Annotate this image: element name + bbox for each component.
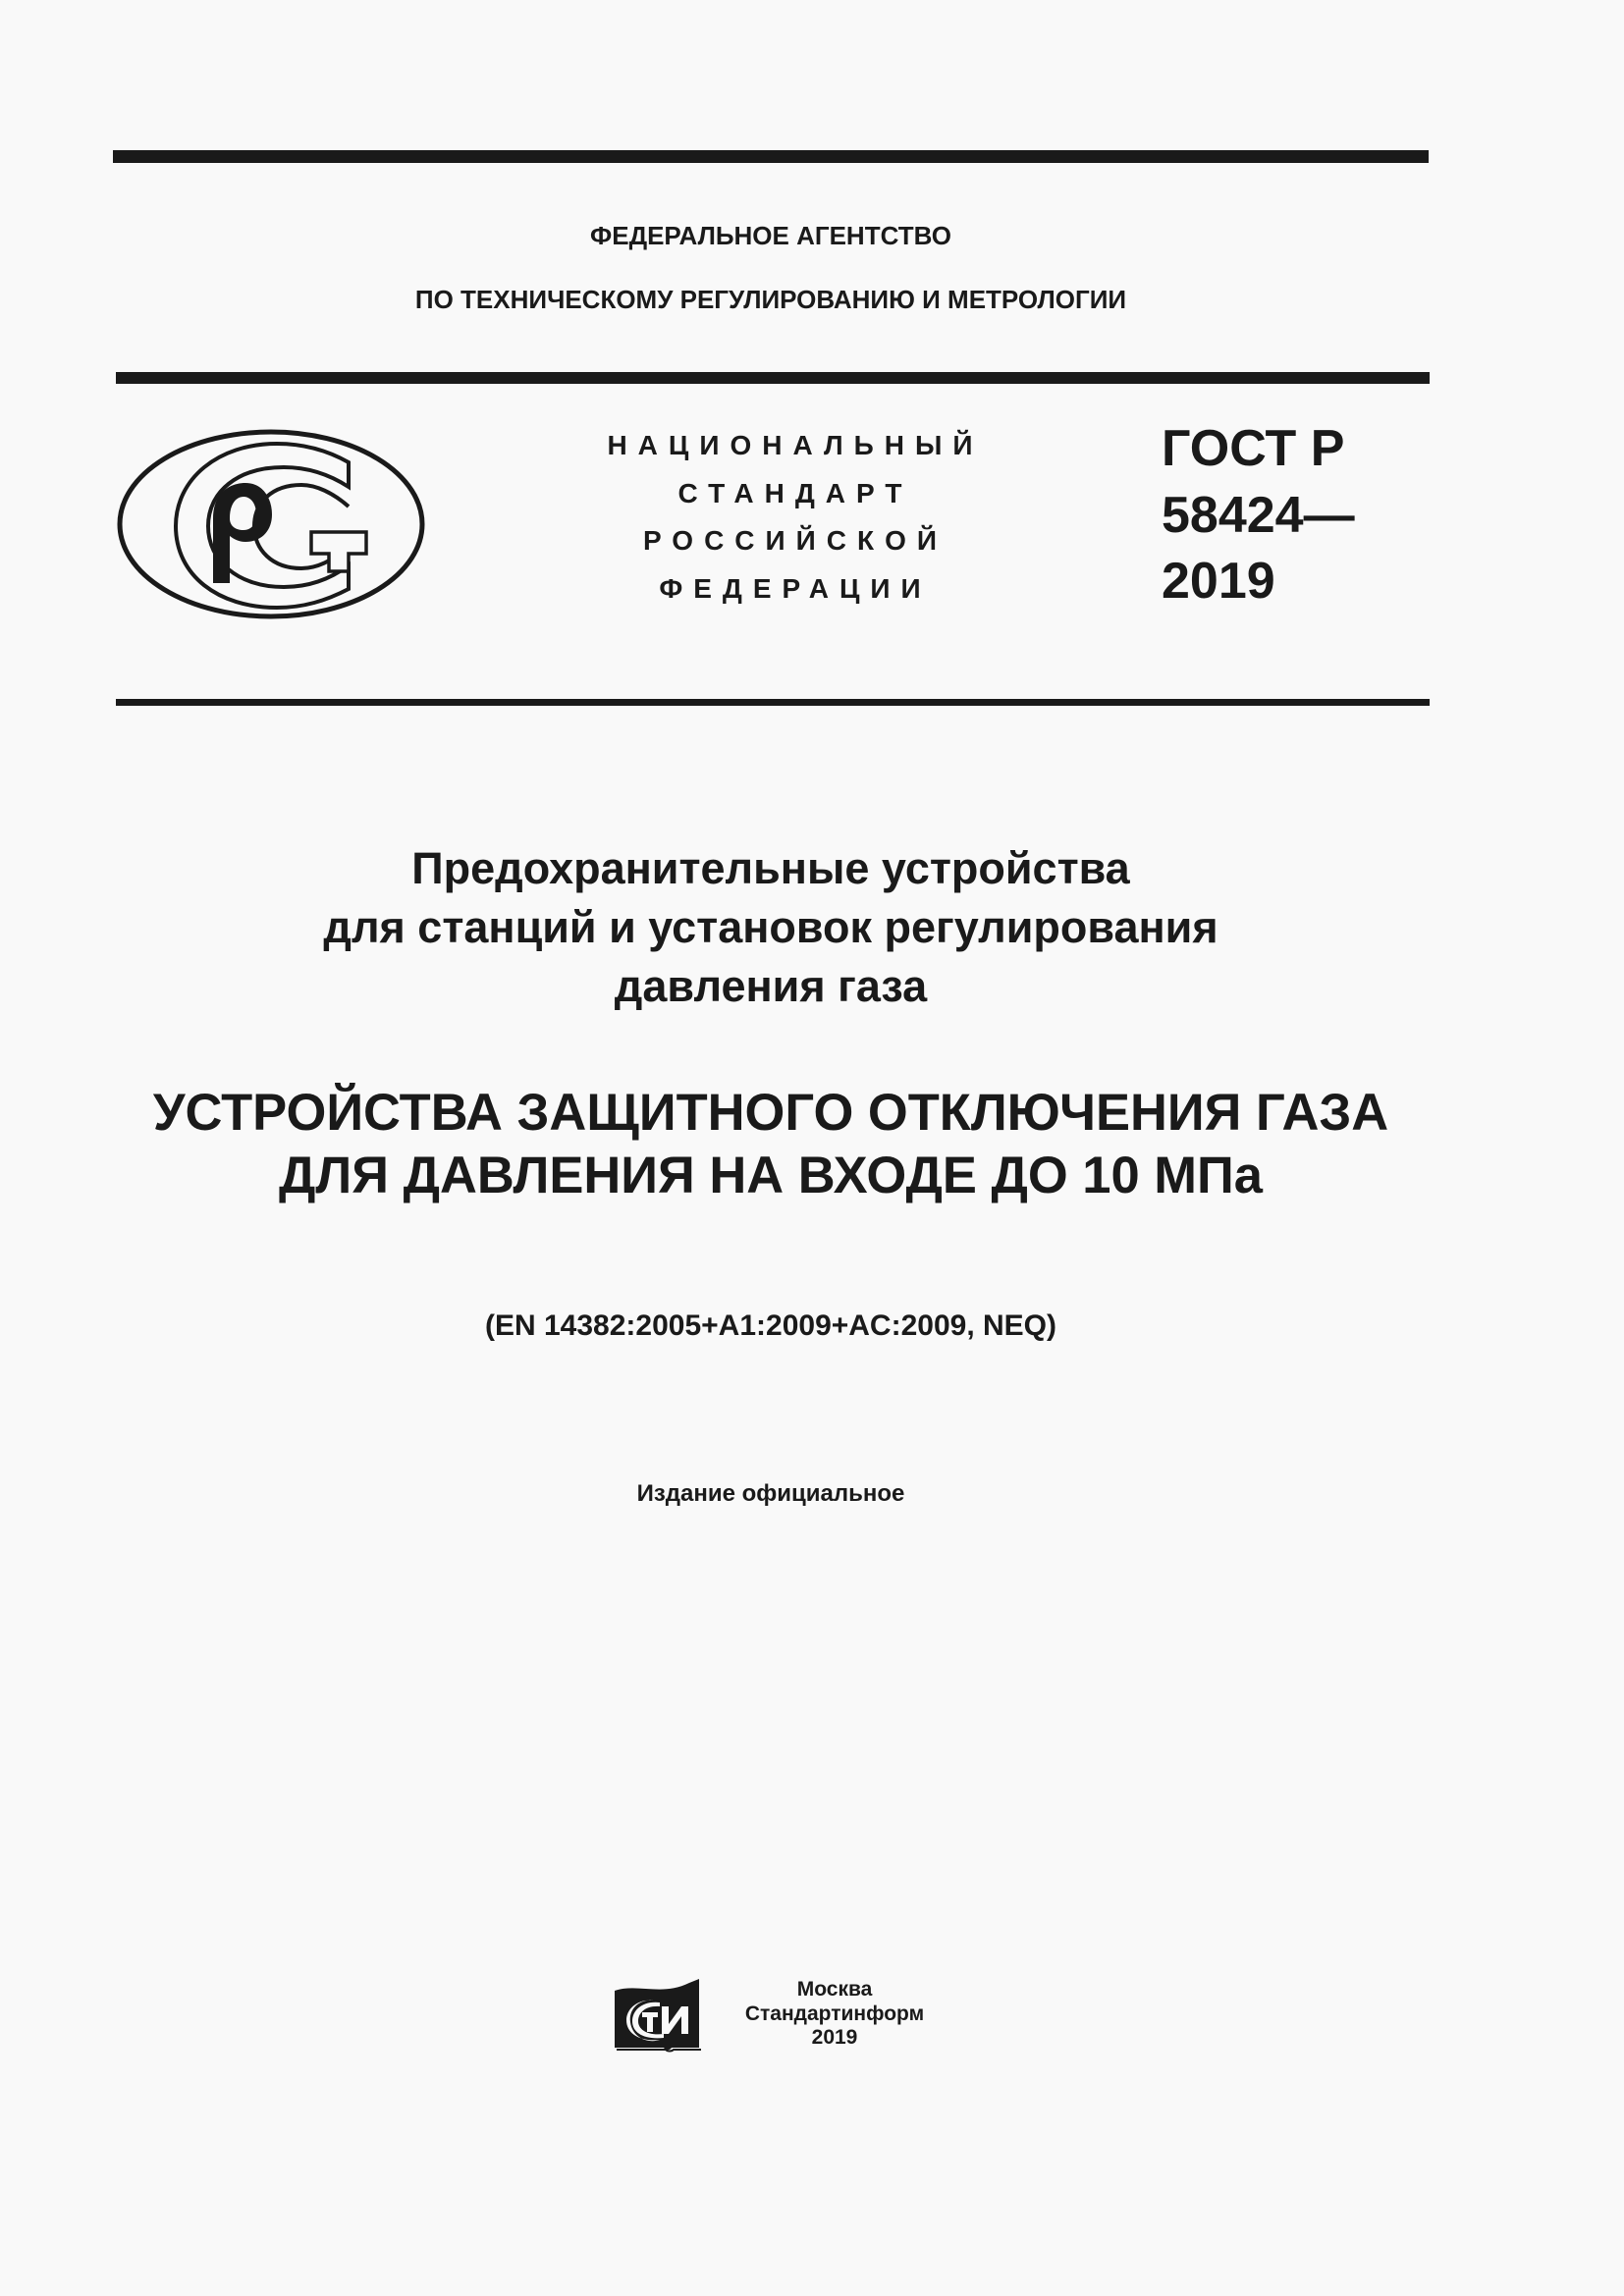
agency-line-1: ФЕДЕРАЛЬНОЕ АГЕНТСТВО (590, 221, 951, 250)
edition-label: Издание официальное (636, 1480, 905, 1507)
title-line: УСТРОЙСТВА ЗАЩИТНОГО ОТКЛЮЧЕНИЯ ГАЗА (152, 1084, 1389, 1142)
rst-certification-mark-icon (115, 428, 427, 620)
designation-line: 2019 (1162, 553, 1275, 610)
subtitle-line: для станций и установок регулирования (323, 902, 1218, 952)
agency-line-2: ПО ТЕХНИЧЕСКОМУ РЕГУЛИРОВАНИЮ И МЕТРОЛОГИИ (414, 285, 1127, 314)
national-standard-line: НАЦИОНАЛЬНЫЙ (607, 430, 984, 460)
national-standard-line: СТАНДАРТ (677, 477, 913, 508)
title-line: ДЛЯ ДАВЛЕНИЯ НА ВХОДЕ ДО 10 МПа (279, 1147, 1263, 1204)
document-title (98, 1082, 1443, 1207)
national-standard-label (550, 422, 1041, 613)
designation-line: 58424— (1162, 486, 1355, 544)
national-standard-line: РОССИЙСКОЙ (643, 525, 947, 556)
subtitle-line: Предохранительные устройства (411, 843, 1130, 893)
agency-header-2 (113, 285, 1429, 314)
national-standard-line: ФЕДЕРАЦИИ (659, 572, 932, 604)
agency-header (113, 221, 1429, 250)
standartinform-logo-icon (613, 1979, 705, 2054)
standard-designation (1162, 416, 1436, 615)
publisher-year: 2019 (811, 2026, 858, 2049)
top-rule (113, 150, 1429, 163)
subtitle-line: давления газа (614, 961, 928, 1011)
publisher-imprint (722, 1978, 947, 2051)
header-rule (116, 372, 1430, 384)
document-subtitle (113, 839, 1429, 1016)
standard-block-rule (116, 699, 1430, 706)
standard-equivalence: (EN 14382:2005+A1:2009+AC:2009, NEQ) (485, 1309, 1056, 1342)
publisher-city: Москва (796, 1978, 873, 2001)
designation-line: ГОСТ Р (1162, 420, 1345, 477)
publisher-name: Стандартинформ (744, 2002, 925, 2025)
